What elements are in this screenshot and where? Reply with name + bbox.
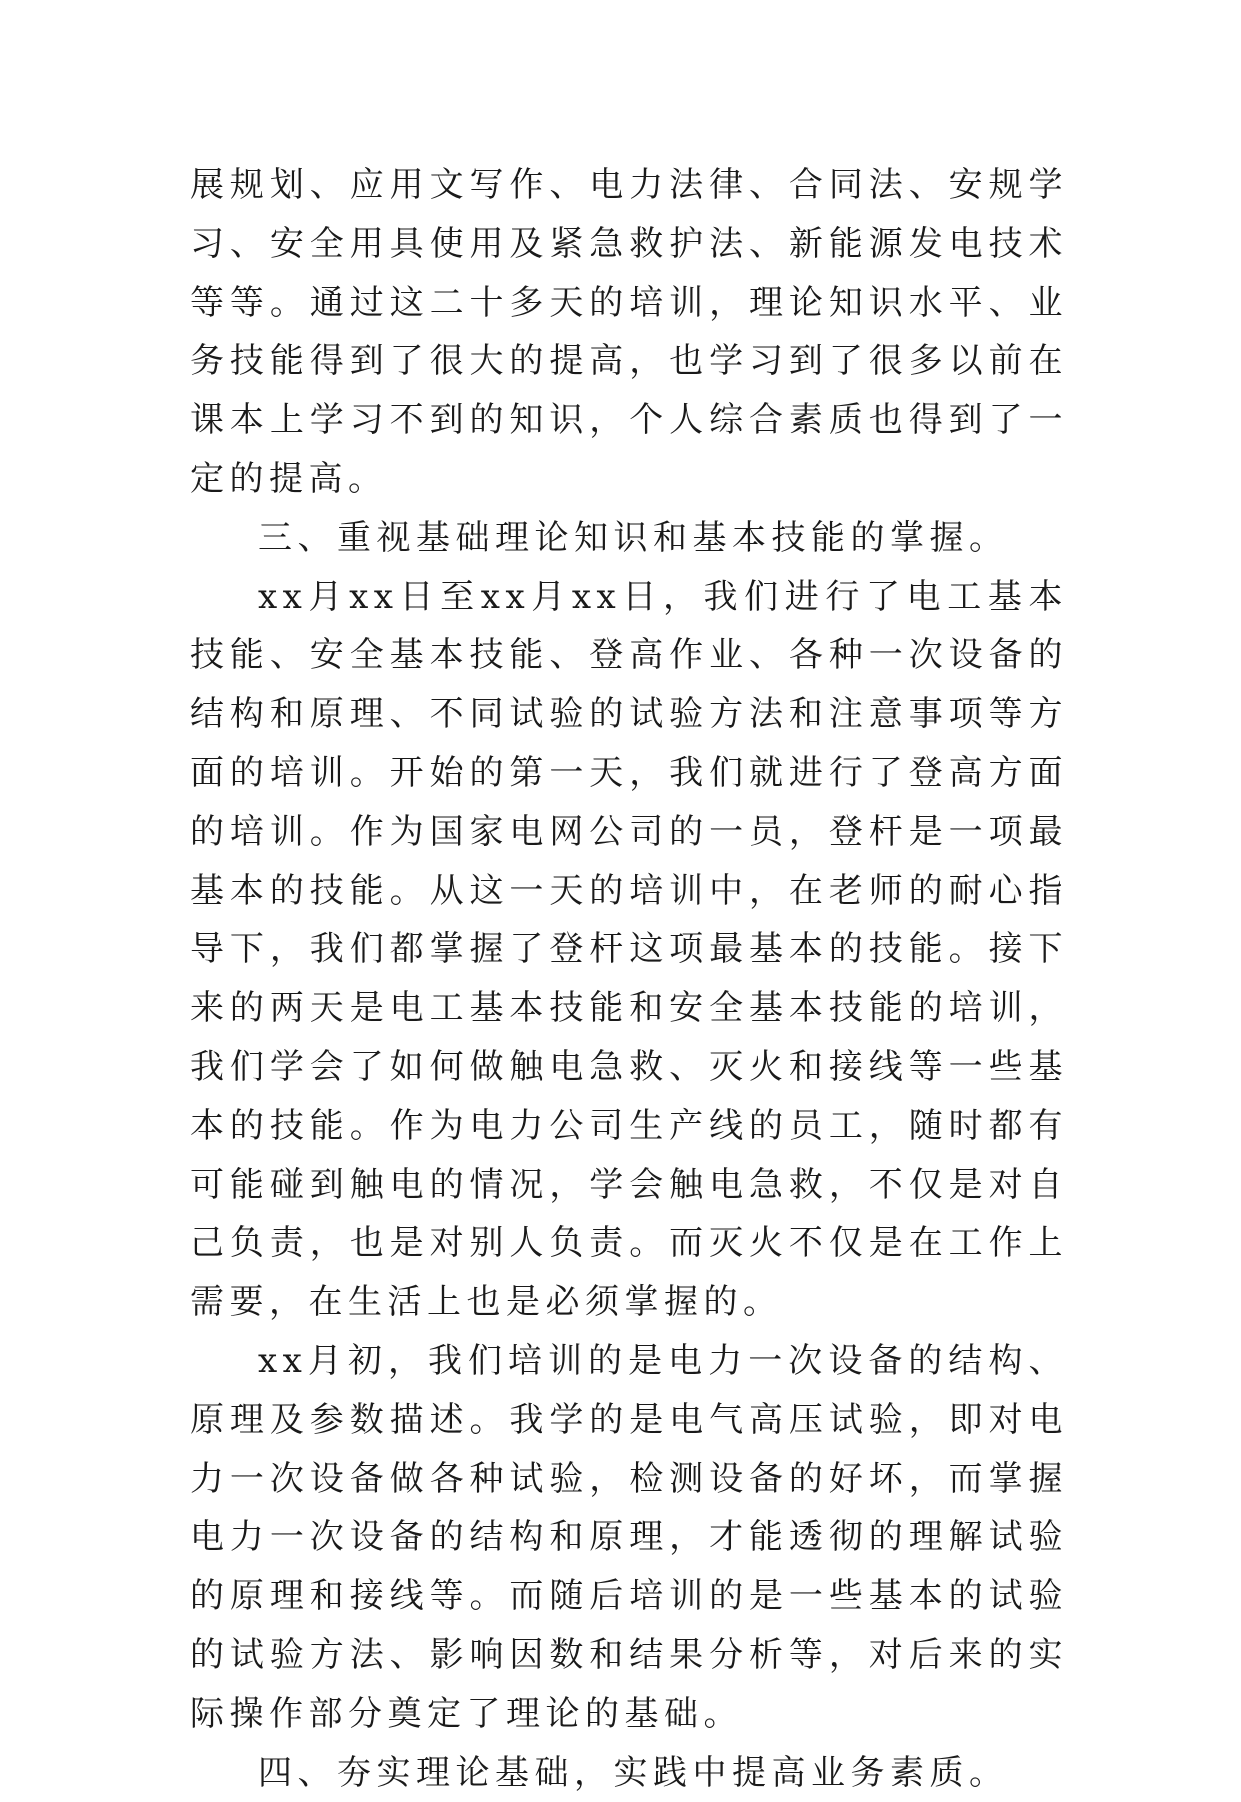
paragraph-continued: 展规划、应用文写作、电力法律、合同法、安规学习、安全用具使用及紧急救护法、新能源发电技术等等。通过这二十多天的培训，理论知识水平、业务技能得到了很大的提高，也学习到了很多以前在课本上学习不到的知识，个人综合素质也得到了一定的提高。 (190, 165, 1068, 499)
section-heading-3: 三、重视基础理论知识和基本技能的掌握。 (258, 517, 1009, 558)
section-heading-4: 四、夯实理论基础，实践中提高业务素质。 (258, 1752, 1009, 1793)
paragraph-basic-skills: xx月xx日至xx月xx日，我们进行了电工基本技能、安全基本技能、登高作业、各种一次设备的结构和原理、不同试验的试验方法和注意事项等方面的培训。开始的第一天，我们就进行了登高方面的培训。作为国家电网公司的一员，登杆是一项最基本的技能。从这一天的培训中，在老师的耐心指导下，我们都掌握了登杆这项最基本的技能。接下来的两天是电工基本技能和安全基本技能的培训，我们学会了如何做触电急救、灭火和接线等一些基本的技能。作为电力公司生产线的员工，随时都有可能碰到触电的情况，学会触电急救，不仅是对自己负责，也是对别人负责。而灭火不仅是在工作上需要，在生活上也是必须掌握的。 (190, 576, 1068, 1323)
document-body (190, 156, 1068, 1802)
paragraph-equipment-training: xx月初，我们培训的是电力一次设备的结构、原理及参数描述。我学的是电气高压试验，即对电力一次设备做各种试验，检测设备的好坏，而掌握电力一次设备的结构和原理，才能透彻的理解试验的原理和接线等。而随后培训的是一些基本的试验的试验方法、影响因数和结果分析等，对后来的实际操作部分奠定了理论的基础。 (190, 1340, 1068, 1734)
